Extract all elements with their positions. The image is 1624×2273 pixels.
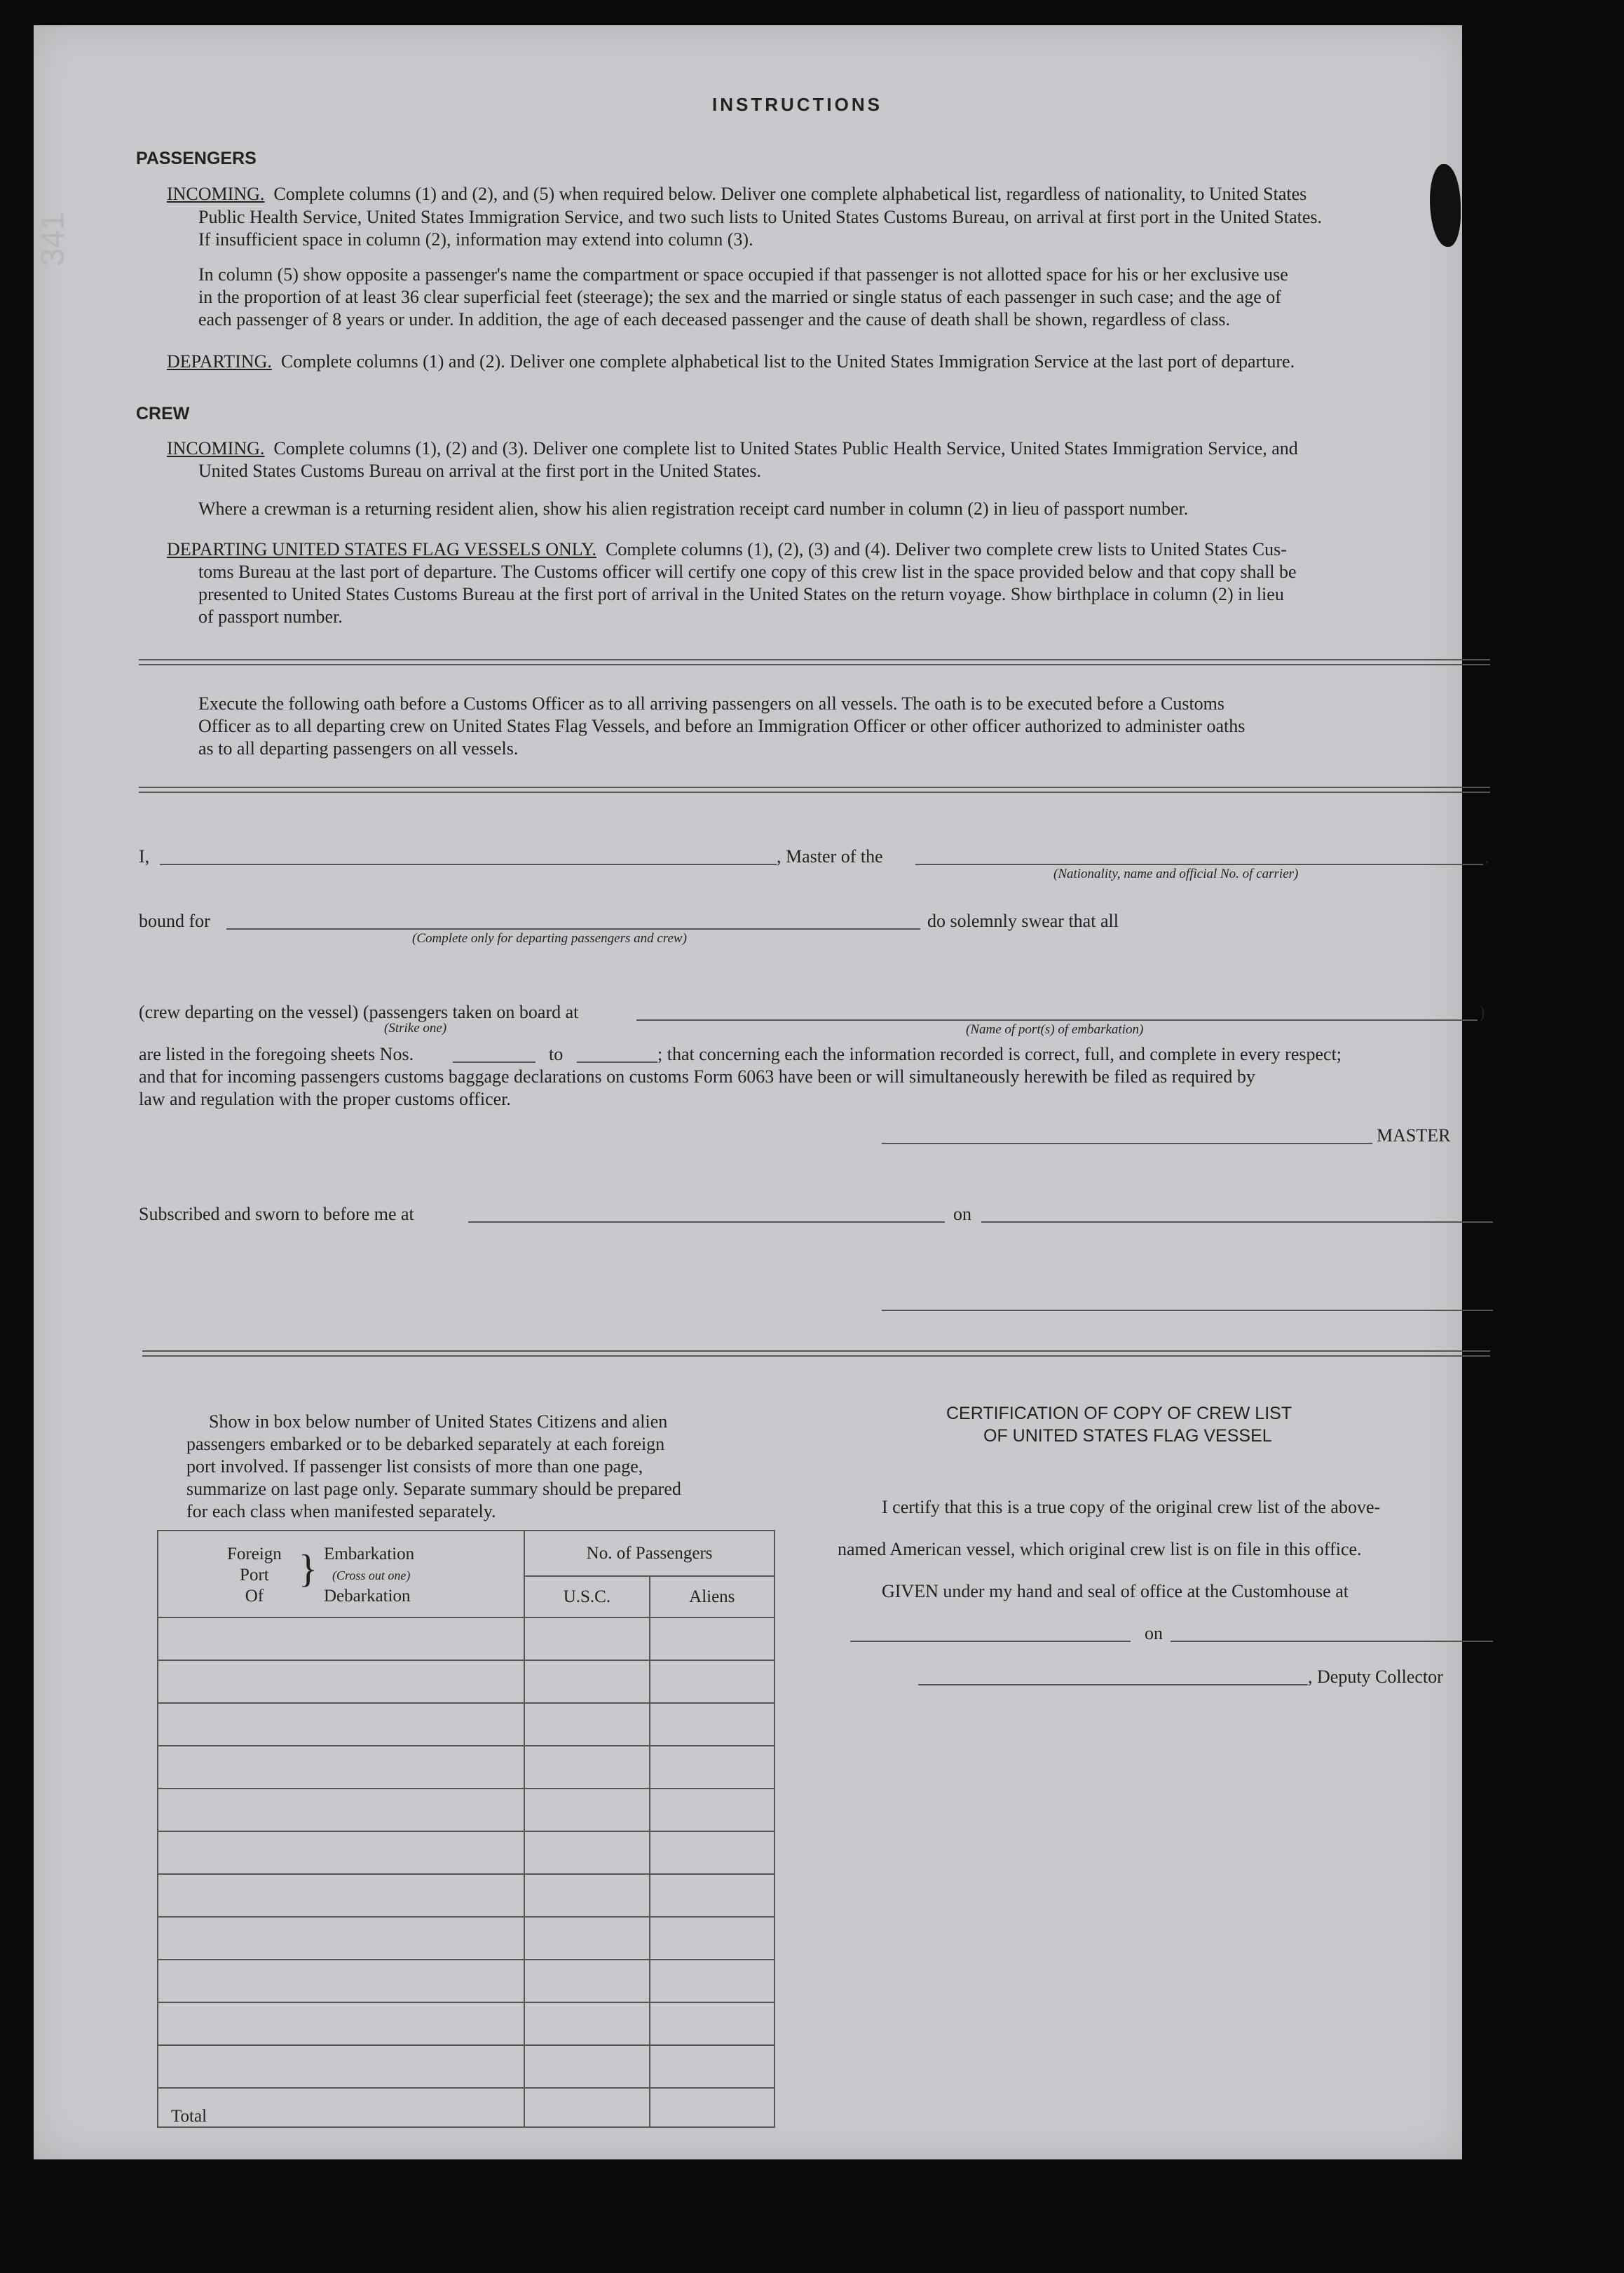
- debarkation-label: Debarkation: [324, 1587, 411, 1606]
- aliens-cell[interactable]: [650, 1917, 775, 1960]
- aliens-cell[interactable]: [650, 1831, 775, 1874]
- certify-line-2: named American vessel, which original crew list is on file in this office.: [838, 1539, 1362, 1559]
- aliens-cell[interactable]: [650, 1960, 775, 2002]
- port-cell[interactable]: [158, 1917, 524, 1960]
- usc-cell[interactable]: [524, 1617, 649, 1660]
- crew-departing-line-1: Complete columns (1), (2), (3) and (4). Deliver two complete crew lists to United States Cus-: [606, 539, 1287, 559]
- crew-departing-line-2: toms Bureau at the last port of departure. The Customs officer will certify one copy of this crew list in the space provided below and that copy shall be: [198, 562, 1297, 582]
- table-body: [158, 1617, 775, 2088]
- sheet-to-field[interactable]: [577, 1043, 657, 1063]
- page-title: INSTRUCTIONS: [712, 94, 882, 115]
- port-cell[interactable]: [158, 1831, 524, 1874]
- aliens-cell[interactable]: [650, 1789, 775, 1831]
- bound-caption: (Complete only for departing passengers and crew): [412, 931, 687, 946]
- divider-1: [139, 659, 1490, 665]
- passengers-incoming-line-1: Complete columns (1) and (2), and (5) when required below. Deliver one complete alphabetical list, regardless of nationality, to United States: [273, 184, 1307, 204]
- summary-line-3: port involved. If passenger list consists of more than one page,: [186, 1456, 643, 1477]
- oath-line-3: law and regulation with the proper customs officer.: [139, 1089, 511, 1109]
- sheet-from-field[interactable]: [453, 1043, 535, 1063]
- aliens-header: Aliens: [650, 1576, 775, 1617]
- summary-line-2: passengers embarked or to be debarked separately at each foreign: [186, 1434, 665, 1454]
- usc-header: U.S.C.: [524, 1576, 649, 1617]
- usc-cell[interactable]: [524, 1874, 649, 1917]
- table-row: [158, 1703, 775, 1746]
- carrier-field[interactable]: [915, 864, 1483, 865]
- crew-incoming: [167, 437, 1298, 460]
- port-label: Port: [240, 1566, 269, 1585]
- listed-sheets-line: [139, 1043, 1342, 1066]
- port-cell[interactable]: [158, 1660, 524, 1703]
- embarkation-group: [324, 1544, 414, 1607]
- aliens-cell[interactable]: [650, 2002, 775, 2045]
- master-signature-field[interactable]: [882, 1143, 1372, 1144]
- nationality-caption: (Nationality, name and official No. of carrier): [1053, 867, 1299, 881]
- port-cell[interactable]: [158, 2045, 524, 2088]
- usc-cell[interactable]: [524, 2045, 649, 2088]
- listed-to: to: [549, 1044, 564, 1064]
- certify-line-3: GIVEN under my hand and seal of office at the Customhouse at: [882, 1581, 1349, 1601]
- certify-on-label: on: [1145, 1623, 1163, 1643]
- crew-departing-text: (crew departing on the vessel) (passengers taken on board at: [139, 1002, 579, 1022]
- passengers-departing-label: DEPARTING.: [167, 351, 272, 372]
- aliens-cell[interactable]: [650, 1874, 775, 1917]
- sworn-date-field[interactable]: [981, 1221, 1493, 1223]
- master-name-field[interactable]: [160, 864, 777, 865]
- total-label: Total: [158, 2088, 524, 2127]
- crew-incoming-line-1: Complete columns (1), (2) and (3). Deliver one complete list to United States Public Health Service, United States Immigration Service, and: [273, 438, 1298, 459]
- brace-icon: }: [299, 1547, 318, 1591]
- certification-heading-2: OF UNITED STATES FLAG VESSEL: [983, 1426, 1272, 1446]
- usc-cell[interactable]: [524, 1703, 649, 1746]
- foreign-label: Foreign: [227, 1545, 282, 1563]
- carrier-field-comma: ,: [1485, 846, 1489, 867]
- usc-cell[interactable]: [524, 1831, 649, 1874]
- passengers-heading: PASSENGERS: [136, 149, 257, 168]
- oath-instructions-line-2: Officer as to all departing crew on United States Flag Vessels, and before an Immigration Officer or other officer authorized to administer oaths: [198, 716, 1246, 736]
- master-label: MASTER: [1377, 1125, 1451, 1146]
- column5-line-3: each passenger of 8 years or under. In addition, the age of each deceased passenger and the cause of death shall be shown, regardless of class.: [198, 309, 1231, 330]
- certify-date-field[interactable]: [1171, 1641, 1493, 1642]
- subscribed-label: Subscribed and sworn to before me at: [139, 1204, 414, 1224]
- oath-i-label: I,: [139, 846, 150, 867]
- usc-cell[interactable]: [524, 1660, 649, 1703]
- crew-incoming-label: INCOMING.: [167, 438, 265, 459]
- crew-incoming-line-2: United States Customs Bureau on arrival at the first port in the United States.: [198, 461, 761, 481]
- usc-cell[interactable]: [524, 1746, 649, 1789]
- deputy-collector-field[interactable]: [918, 1684, 1308, 1685]
- passengers-incoming-line-3: If insufficient space in column (2), information may extend into column (3).: [198, 229, 753, 250]
- cross-out-label: (Cross out one): [332, 1568, 411, 1582]
- passengers-incoming-line-2: Public Health Service, United States Immigration Service, and two such lists to United States Customs Bureau, on arrival at first port in the United States.: [198, 207, 1323, 227]
- deputy-collector-label: , Deputy Collector: [1308, 1667, 1443, 1687]
- port-cell[interactable]: [158, 1874, 524, 1917]
- of-label: Of: [245, 1587, 264, 1606]
- column5-line-2: in the proportion of at least 36 clear superficial feet (steerage); the sex and the married or single status of each passenger in such case; and the age of: [198, 287, 1281, 307]
- certification-heading-1: CERTIFICATION OF COPY OF CREW LIST: [946, 1404, 1292, 1423]
- customhouse-field[interactable]: [850, 1641, 1131, 1642]
- table-row: [158, 1789, 775, 1831]
- table-row: [158, 1960, 775, 2002]
- column5-line-1: In column (5) show opposite a passenger's name the compartment or space occupied if that passenger is not allotted space for his or her exclusive use: [198, 264, 1288, 285]
- aliens-cell[interactable]: [650, 1746, 775, 1789]
- total-aliens-cell[interactable]: [650, 2088, 775, 2127]
- bound-for-field[interactable]: [226, 928, 920, 930]
- usc-cell[interactable]: [524, 1789, 649, 1831]
- aliens-cell[interactable]: [650, 1703, 775, 1746]
- crew-departing-line-4: of passport number.: [198, 606, 343, 627]
- port-cell[interactable]: [158, 1789, 524, 1831]
- crew-departing-line-3: presented to United States Customs Bureau at the first port of arrival in the United States on the return voyage. Show birthplace in column (2) in lieu: [198, 584, 1284, 604]
- usc-cell[interactable]: [524, 2002, 649, 2045]
- usc-cell[interactable]: [524, 1917, 649, 1960]
- passengers-departing: [167, 351, 1295, 373]
- passengers-incoming: [167, 183, 1492, 205]
- strike-caption: (Strike one): [384, 1021, 447, 1036]
- embarkation-label: Embarkation: [324, 1545, 415, 1563]
- table-row: [158, 2002, 775, 2045]
- summary-line-4: summarize on last page only. Separate summary should be prepared: [186, 1479, 681, 1499]
- aliens-cell[interactable]: [650, 1617, 775, 1660]
- summary-line-1: Show in box below number of United States Citizens and alien: [209, 1411, 668, 1432]
- crew-heading: CREW: [136, 404, 190, 423]
- divider-2: [139, 787, 1490, 793]
- divider-3: [142, 1350, 1490, 1357]
- crew-departing-label: DEPARTING UNITED STATES FLAG VESSELS ONLY.: [167, 539, 596, 559]
- ink-blot: [1430, 164, 1461, 247]
- margin-number: 341: [34, 212, 71, 266]
- form-page: [34, 25, 1489, 2159]
- table-row: [158, 2045, 775, 2088]
- usc-cell[interactable]: [524, 1960, 649, 2002]
- oath-instructions-line-1: Execute the following oath before a Customs Officer as to all arriving passengers on all vessels. The oath is to be executed before a Customs: [198, 693, 1225, 714]
- sworn-on-label: on: [953, 1204, 971, 1224]
- sworn-place-field[interactable]: [468, 1221, 945, 1223]
- foreign-port-of: [227, 1544, 282, 1607]
- swear-text: do solemnly swear that all: [927, 911, 1119, 931]
- oath-line-2: and that for incoming passengers customs baggage declarations on customs Form 6063 have been or will simultaneously herewith be filed as required by: [139, 1066, 1255, 1087]
- master-of-the-label: , Master of the: [777, 846, 883, 867]
- oath-instructions-line-3: as to all departing passengers on all vessels.: [198, 738, 519, 759]
- aliens-cell[interactable]: [650, 2045, 775, 2088]
- ports-caption: (Name of port(s) of embarkation): [966, 1022, 1144, 1037]
- port-cell[interactable]: [158, 1960, 524, 2002]
- port-header-cell: [158, 1531, 524, 1617]
- port-cell[interactable]: [158, 1617, 524, 1660]
- crew-departing: [167, 538, 1287, 561]
- table-row: [158, 1917, 775, 1960]
- no-of-passengers-header: No. of Passengers: [524, 1531, 775, 1576]
- total-usc-cell[interactable]: [524, 2088, 649, 2127]
- bound-for-label: bound for: [139, 911, 210, 931]
- table-row: [158, 1617, 775, 1660]
- embarkation-ports-field[interactable]: [636, 1019, 1478, 1021]
- summary-line-5: for each class when manifested separately.: [186, 1501, 496, 1521]
- officer-signature-field[interactable]: [882, 1310, 1493, 1311]
- table-row: [158, 1831, 775, 1874]
- table-row: [158, 1874, 775, 1917]
- listed-a: are listed in the foregoing sheets Nos.: [139, 1044, 414, 1064]
- certify-line-1: I certify that this is a true copy of the original crew list of the above-: [882, 1497, 1381, 1517]
- listed-b: ; that concerning each the information recorded is correct, full, and complete in every respect;: [657, 1044, 1342, 1064]
- table-row: [158, 1746, 775, 1789]
- crew-alien-note: Where a crewman is a returning resident alien, show his alien registration receipt card number in column (2) in lieu of passport number.: [198, 498, 1189, 519]
- passengers-incoming-label: INCOMING.: [167, 184, 265, 204]
- aliens-cell[interactable]: [650, 1660, 775, 1703]
- passengers-departing-text: Complete columns (1) and (2). Deliver one complete alphabetical list to the United States Immigration Service at the last port of departure.: [280, 351, 1295, 372]
- port-cell[interactable]: [158, 1746, 524, 1789]
- port-cell[interactable]: [158, 2002, 524, 2045]
- port-cell[interactable]: [158, 1703, 524, 1746]
- table-row: [158, 1660, 775, 1703]
- close-paren: ): [1479, 1002, 1485, 1022]
- passenger-summary-table: [157, 1530, 775, 2128]
